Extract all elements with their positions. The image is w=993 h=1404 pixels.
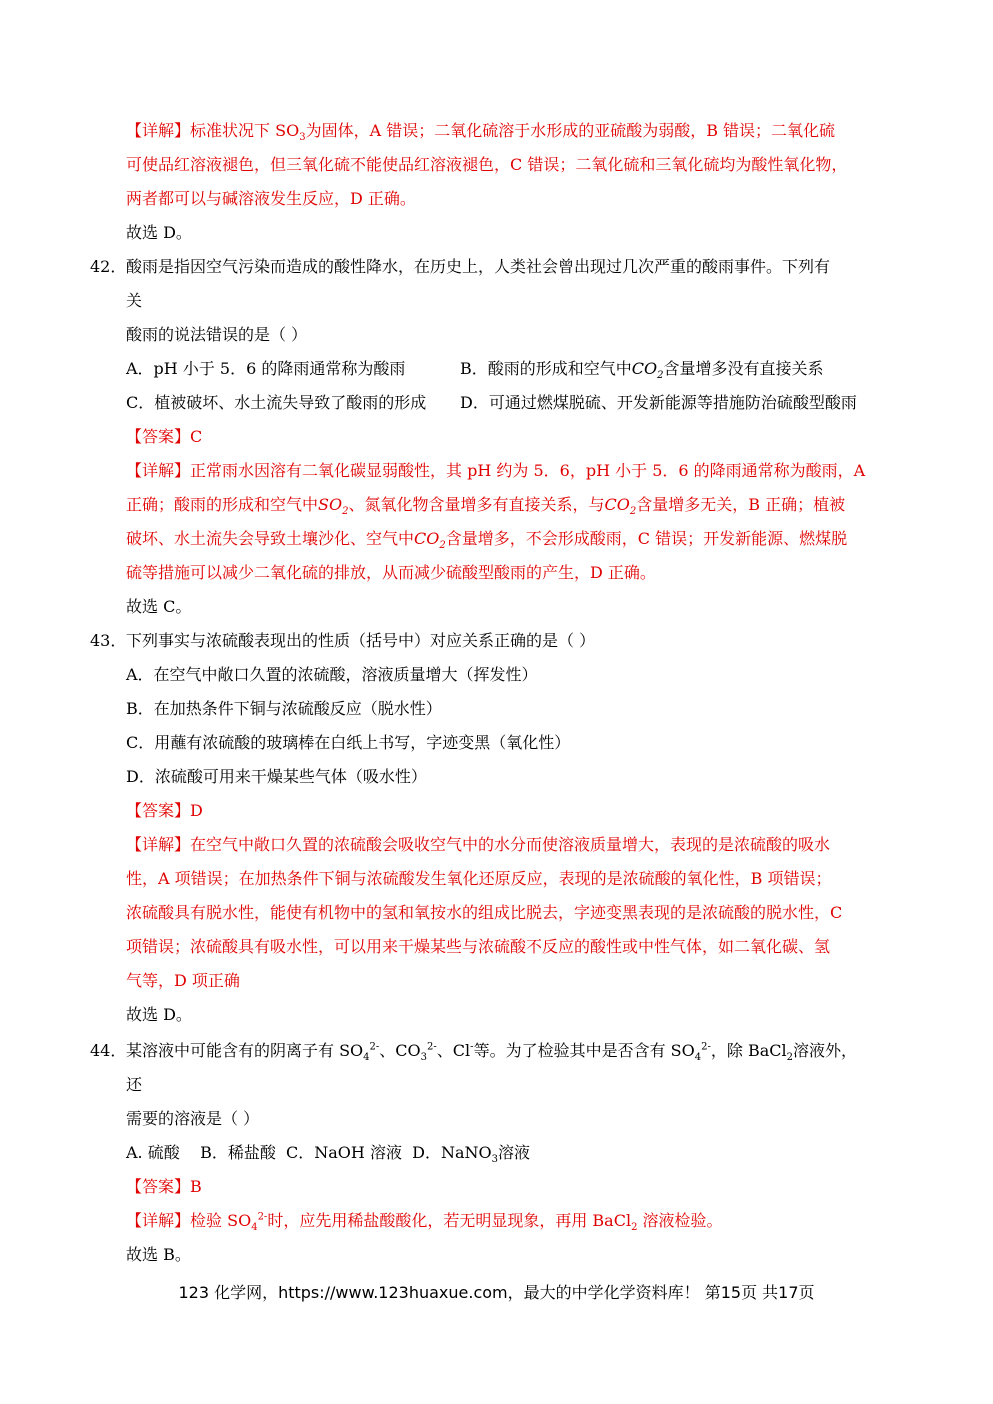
detail-text: 为固体，A 错误；二氧化硫溶于水形成的亚硫酸为弱酸，B 错误；二氧化硫 <box>305 121 836 140</box>
q42-option-d: D．可通过燃煤脱硫、开发新能源等措施防治硫酸型酸雨 <box>460 393 857 412</box>
detail-label: 【详解】 <box>126 461 191 480</box>
q43-choose: 故选 D。 <box>126 1005 192 1024</box>
answer-value: D <box>190 801 203 820</box>
q42-stem-line-3: 酸雨的说法错误的是（ ） <box>126 325 308 344</box>
q44-choose: 故选 B。 <box>126 1245 191 1264</box>
subscript: 2 <box>439 540 446 552</box>
q43-option-b: B．在加热条件下铜与浓硫酸反应（脱水性） <box>126 699 442 718</box>
detail-label: 【详解】 <box>126 1211 191 1230</box>
formula: CO <box>604 495 630 514</box>
q43-stem: 下列事实与浓硫酸表现出的性质（括号中）对应关系正确的是（ ） <box>126 631 596 650</box>
option-text: D．NaNO <box>412 1143 492 1162</box>
q43-detail-line-1 <box>126 834 830 856</box>
q43-option-a: A．在空气中敞口久置的浓硫酸，溶液质量增大（挥发性） <box>126 665 538 684</box>
detail-label: 【详解】 <box>126 121 191 140</box>
detail-text: 含量增多，不会形成酸雨，C 错误；开发新能源、燃煤脱 <box>445 529 848 548</box>
stem-text: 、Cl <box>436 1041 471 1060</box>
detail-text: 溶液检验。 <box>637 1211 723 1230</box>
q44-option-d <box>412 1143 531 1166</box>
stem-text: 、CO <box>379 1041 421 1060</box>
detail-text: 检验 SO <box>190 1211 252 1230</box>
detail-text: 时，应先用稀盐酸酸化，若无明显现象，再用 BaCl <box>267 1211 632 1230</box>
answer-label: 【答案】 <box>126 1177 191 1196</box>
formula: CO <box>631 359 658 378</box>
q44-stem-line-3: 需要的溶液是（ ） <box>126 1109 260 1128</box>
stem-text: ，除 BaCl <box>710 1041 787 1060</box>
subscript: 2 <box>342 506 349 518</box>
q44-option-a: A. 硫酸 <box>126 1143 180 1162</box>
superscript: 2- <box>701 1041 711 1053</box>
detail-text: 正确；酸雨的形成和空气中 <box>126 495 319 514</box>
q42-detail-line-4: 硫等措施可以减少二氧化硫的排放，从而减少硫酸型酸雨的产生，D 正确。 <box>126 563 656 582</box>
subscript: 3 <box>299 132 306 144</box>
q41-detail-line-2: 可使品红溶液褪色，但三氧化硫不能使品红溶液褪色，C 错误；二氧化硫和三氧化硫均为酸性氧化物， <box>126 155 848 174</box>
answer-value: B <box>190 1177 202 1196</box>
q44-detail-line-1 <box>126 1210 723 1232</box>
q42-option-b <box>460 358 824 380</box>
q41-detail-line-1 <box>126 120 835 142</box>
q44-answer <box>126 1176 202 1198</box>
q44-stem-line-1 <box>126 1040 857 1062</box>
subscript: 2 <box>631 1222 638 1234</box>
superscript: - <box>470 1041 474 1053</box>
answer-label: 【答案】 <box>126 427 191 446</box>
subscript: 3 <box>491 1154 499 1166</box>
q42-option-c: C．植被破坏、水土流失导致了酸雨的形成 <box>126 393 427 412</box>
subscript: 4 <box>363 1052 370 1064</box>
q43-answer <box>126 800 203 822</box>
q42-detail-line-3 <box>126 528 847 550</box>
q41-detail-line-3: 两者都可以与碱溶液发生反应，D 正确。 <box>126 189 416 208</box>
subscript: 2 <box>629 506 637 518</box>
q42-answer <box>126 426 202 448</box>
q43-detail-line-4: 项错误；浓硫酸具有吸水性，可以用来干燥某些与浓硫酸不反应的酸性或中性气体，如二氧化碳、氢 <box>126 937 831 956</box>
superscript: 2- <box>257 1211 268 1223</box>
subscript: 2 <box>657 370 664 382</box>
option-text: B．酸雨的形成和空气中 <box>460 359 632 378</box>
detail-text: 、氮氧化物含量增多有直接关系，与 <box>348 495 605 514</box>
q43-number: 43． <box>90 631 127 650</box>
subscript: 4 <box>251 1222 258 1234</box>
detail-label: 【详解】 <box>126 835 191 854</box>
formula: SO <box>318 495 343 514</box>
answer-value: C <box>190 427 203 446</box>
page-footer: 123 化学网，https://www.123huaxue.com，最大的中学化学资料库！ 第15页 共17页 <box>178 1283 815 1302</box>
q42-detail-line-2 <box>126 494 845 516</box>
q42-stem-line-2: 关 <box>126 291 143 310</box>
q44-number: 44． <box>90 1041 127 1060</box>
superscript: 2- <box>369 1041 380 1053</box>
stem-text: 等。为了检验其中是否含有 SO <box>473 1041 695 1060</box>
formula: CO <box>414 529 440 548</box>
detail-text: 正常雨水因溶有二氧化碳显弱酸性，其 pH 约为 5．6，pH 小于 5．6 的降雨通常称为酸雨，A <box>190 461 866 480</box>
q42-number: 42． <box>90 257 127 276</box>
option-text: 含量增多没有直接关系 <box>663 359 824 378</box>
superscript: 2- <box>427 1041 437 1053</box>
detail-text: 标准状况下 SO <box>190 121 300 140</box>
subscript: 3 <box>420 1052 428 1064</box>
q43-detail-line-3: 浓硫酸具有脱水性，能使有机物中的氢和氧按水的组成比脱去，字迹变黑表现的是浓硫酸的脱水性，C <box>126 903 843 922</box>
q41-choose: 故选 D。 <box>126 223 192 242</box>
q42-detail-line-1 <box>126 460 865 482</box>
q43-detail-line-5: 气等，D 项正确 <box>126 971 240 990</box>
q42-option-a: A．pH 小于 5．6 的降雨通常称为酸雨 <box>126 359 406 378</box>
q44-stem-line-2: 还 <box>126 1075 143 1094</box>
q44-option-b: B．稀盐酸 <box>200 1143 276 1162</box>
subscript: 4 <box>694 1052 702 1064</box>
q43-option-c: C．用蘸有浓硫酸的玻璃棒在白纸上书写，字迹变黑（氧化性） <box>126 733 571 752</box>
q43-option-d: D．浓硫酸可用来干燥某些气体（吸水性） <box>126 767 427 786</box>
q43-detail-line-2: 性，A 项错误；在加热条件下铜与浓硫酸发生氧化还原反应，表现的是浓硫酸的氧化性，B 项错误； <box>126 869 832 888</box>
q44-options <box>126 1142 530 1164</box>
detail-text: 在空气中敞口久置的浓硫酸会吸收空气中的水分而使溶液质量增大，表现的是浓硫酸的吸水 <box>190 835 831 854</box>
subscript: 2 <box>786 1052 793 1064</box>
detail-text: 含量增多无关，B 正确；植被 <box>636 495 846 514</box>
stem-text: 溶液外， <box>792 1041 857 1060</box>
detail-text: 破坏、水土流失会导致土壤沙化、空气中 <box>126 529 415 548</box>
option-text: 溶液 <box>498 1143 531 1162</box>
q42-choose: 故选 C。 <box>126 597 192 616</box>
stem-text: 某溶液中可能含有的阴离子有 SO <box>126 1041 364 1060</box>
q44-option-c: C．NaOH 溶液 <box>286 1143 402 1162</box>
answer-label: 【答案】 <box>126 801 191 820</box>
q42-stem-line-1: 酸雨是指因空气污染而造成的酸性降水，在历史上，人类社会曾出现过几次严重的酸雨事件。下列有 <box>126 257 831 276</box>
